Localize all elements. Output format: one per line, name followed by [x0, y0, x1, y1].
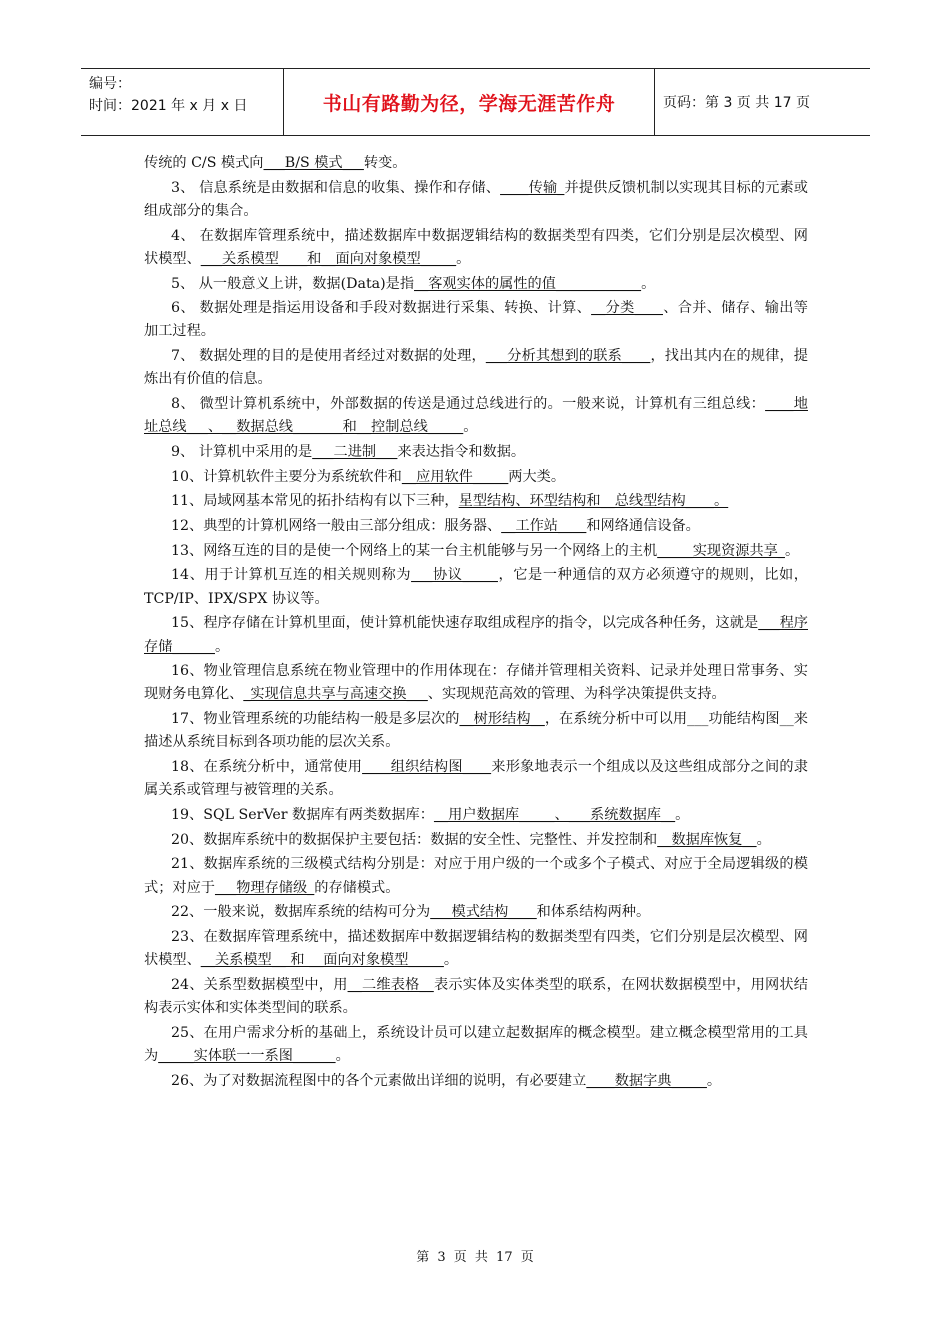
- answer: _实现信息共享与高速交换___: [243, 686, 428, 703]
- page-footer: 第 3 页 共 17 页: [416, 1250, 534, 1265]
- answer: ____组织结构图____: [362, 759, 492, 776]
- page-label: 页码：第 3 页 共 17 页: [663, 95, 810, 111]
- list-item: 5、 从一般意义上讲，数据(Data)是指__客观实体的属性的值____________。: [171, 275, 656, 292]
- list-item: 20、数据库系统中的数据保护主要包括：数据的安全性、完整性、并发控制和__数据库恢复__。: [171, 831, 771, 848]
- list-item: 12、典型的计算机网络一般由三部分组成：服务器、__工作站____和网络通信设备。: [171, 518, 700, 535]
- answer: __树形结构__: [459, 711, 545, 728]
- answer: __分类____: [591, 300, 663, 317]
- answer: ___模式结构____: [430, 904, 537, 921]
- list-item: 14、用于计算机互连的相关规则称为___协议_____，它是一种通信的双方必须遵守的规则，比如，TCP/IP、IPX/SPX 协议等。: [144, 567, 808, 607]
- answer: __应用软件_____: [401, 468, 509, 485]
- answer: ___关系模型____和__面向对象模型_____: [200, 250, 457, 267]
- list-item: 21、数据库系统的三级模式结构分别是：对应于用户级的一个或多个子模式、对应于全局逻辑级的模式；对应于___物理存储级_的存储模式。: [144, 856, 808, 896]
- list-item: 7、 数据处理的目的是使用者经过对数据的处理，___分析其想到的联系____，找出其内在的规律，提炼出有价值的信息。: [144, 348, 808, 388]
- list-item: 4、 在数据库管理系统中，描述数据库中数据逻辑结构的数据类型有四类，它们分别是层次模型、网状模型、___关系模型____和__面向对象模型_____。: [144, 227, 808, 267]
- list-item: 17、物业管理系统的功能结构一般是多层次的__树形结构__，在系统分析中可以用___功能结构图__来描述从系统目标到各项功能的层次关系。: [144, 711, 808, 751]
- answer: _____实体联一一系图______: [158, 1048, 336, 1065]
- list-item: 25、在用户需求分析的基础上，系统设计员可以建立起数据库的概念模型。建立概念模型常用的工具为_____实体联一一系图______。: [144, 1024, 808, 1065]
- answer: __工作站____: [501, 518, 587, 535]
- list-item: 传统的 C/S 模式向___B/S 模式___转变。: [144, 155, 407, 171]
- answer: __关系模型__ 和 __面向对象模型_____: [200, 952, 444, 969]
- list-item: 3、 信息系统是由数据和信息的收集、操作和存储、____传输_并提供反馈机制以实现其目标的元素或组成部分的集合。: [144, 179, 808, 219]
- page-header: [81, 68, 870, 136]
- answer: ____数据字典_____: [586, 1072, 707, 1089]
- list-item: 11、局域网基本常见的拓扑结构有以下三种，星型结构、环型结构和__总线型结构____。: [171, 493, 729, 510]
- list-item: 18、在系统分析中，通常使用____组织结构图____来形象地表示一个组成以及这些组成部分之间的隶属关系或管理与被管理的关系。: [144, 759, 808, 799]
- answer: ____传输_: [500, 179, 565, 196]
- question-list: [144, 152, 808, 1094]
- answer: ___分析其想到的联系____: [485, 348, 651, 365]
- date-label: 时间：2021 年 x 月 x 日: [89, 98, 248, 114]
- list-item: 23、在数据库管理系统中，描述数据库中数据逻辑结构的数据类型有四类，它们分别是层次模型、网状模型、__关系模型__ 和 __面向对象模型_____。: [144, 929, 808, 969]
- list-item: 24、关系型数据模型中，用__二维表格__表示实体及实体类型的联系，在网状数据模型中，用网状结构表示实体和实体类型间的联系。: [144, 976, 808, 1017]
- list-item: 13、网络互连的目的是使一个网络上的某一台主机能够与另一个网络上的主机_____实现资源共享_。: [171, 542, 800, 559]
- answer: ___二进制___: [312, 443, 398, 460]
- answer: __客观实体的属性的值____________: [414, 275, 642, 292]
- list-item: 6、 数据处理是指运用设备和手段对数据进行采集、转换、计算、__分类____、合并、储存、输出等加工过程。: [144, 300, 808, 340]
- number-label: 编号：: [89, 76, 131, 92]
- answer: ____地址总线___、__数据总线_______和__控制总线_____: [144, 396, 808, 436]
- header-meta: [81, 69, 283, 135]
- answer: ___物理存储级_: [214, 879, 315, 896]
- list-item: 16、物业管理信息系统在物业管理中的作用体现在：存储并管理相关资料、记录并处理日常事务、实现财务电算化、_实现信息共享与高速交换___、实现规范高效的管理、为科学决策提供支持。: [144, 663, 808, 703]
- answer: __二维表格__: [347, 976, 434, 993]
- list-item: 22、一般来说，数据库系统的结构可分为___模式结构____和体系结构两种。: [171, 904, 651, 921]
- answer: __数据库恢复__: [657, 831, 757, 848]
- list-item: 8、 微型计算机系统中，外部数据的传送是通过总线进行的。一般来说，计算机有三组总线：____地址总线___、__数据总线_______和__控制总线_____。: [144, 396, 808, 436]
- answer: 星型结构、环型结构和__总线型结构____。: [458, 493, 729, 510]
- answer: ___B/S 模式___: [263, 155, 364, 171]
- answer: ___协议_____: [411, 567, 498, 584]
- answer: _____实现资源共享_: [657, 542, 785, 559]
- list-item: 19、SQL SerVer 数据库有两类数据库：__用户数据库_____、___系统数据库__。: [171, 806, 690, 823]
- list-item: 9、 计算机中采用的是___二进制___来表达指令和数据。: [171, 443, 526, 460]
- answer: ___程序存储______: [144, 615, 808, 655]
- list-item: 15、程序存储在计算机里面，使计算机能快速存取组成程序的指令，以完成各种任务，这就是___程序存储______。: [144, 615, 808, 655]
- list-item: 26、为了对数据流程图中的各个元素做出详细的说明，有必要建立____数据字典_____。: [171, 1072, 722, 1089]
- list-item: 10、计算机软件主要分为系统软件和__应用软件_____两大类。: [171, 468, 566, 485]
- motto: 书山有路勤为径，学海无涯苦作舟: [283, 69, 655, 135]
- answer: __用户数据库_____、___系统数据库__: [433, 806, 676, 823]
